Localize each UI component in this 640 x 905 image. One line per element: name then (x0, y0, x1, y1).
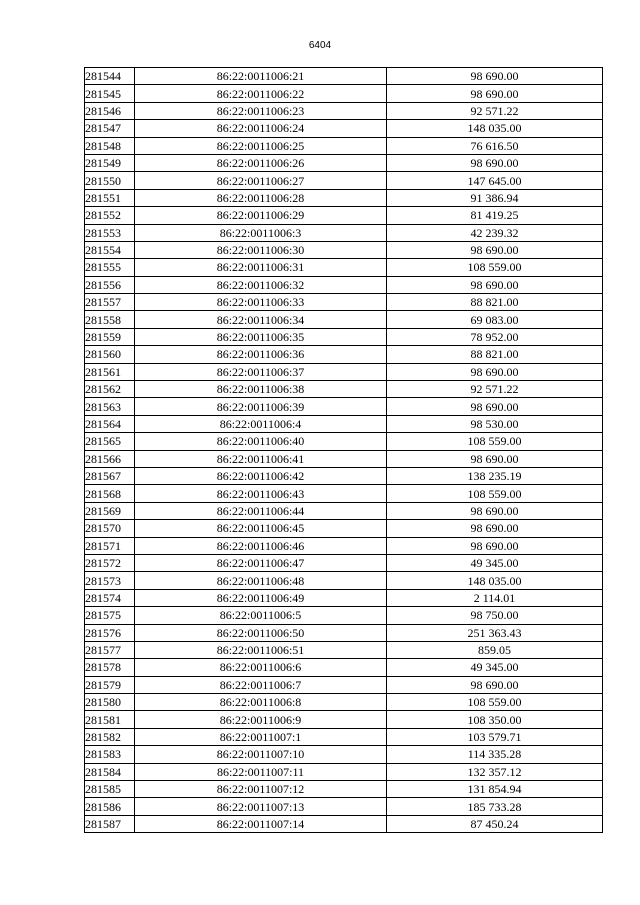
table-row (85, 520, 603, 537)
cadastral-value-cell: 108 559.00 (387, 259, 603, 276)
cadastral-number-cell: 86:22:0011006:49 (135, 589, 387, 606)
row-number-cell: 281570 (85, 520, 135, 537)
table-row (85, 467, 603, 484)
cadastral-number-cell: 86:22:0011006:25 (135, 137, 387, 154)
table-row (85, 624, 603, 641)
table-body (85, 68, 603, 833)
cadastral-number-cell: 86:22:0011006:35 (135, 328, 387, 345)
row-number-cell: 281551 (85, 189, 135, 206)
row-number-cell: 281566 (85, 450, 135, 467)
cadastral-value-cell: 87 450.24 (387, 815, 603, 832)
cadastral-value-cell: 88 821.00 (387, 346, 603, 363)
row-number-cell: 281545 (85, 85, 135, 102)
table-row (85, 276, 603, 293)
cadastral-number-cell: 86:22:0011006:45 (135, 520, 387, 537)
cadastral-value-cell: 98 690.00 (387, 154, 603, 171)
row-number-cell: 281549 (85, 154, 135, 171)
table-row (85, 172, 603, 189)
cadastral-value-cell: 92 571.22 (387, 102, 603, 119)
table-row (85, 189, 603, 206)
cadastral-value-cell: 148 035.00 (387, 120, 603, 137)
cadastral-number-cell: 86:22:0011006:8 (135, 694, 387, 711)
cadastral-number-cell: 86:22:0011006:44 (135, 502, 387, 519)
row-number-cell: 281553 (85, 224, 135, 241)
table-row (85, 415, 603, 432)
row-number-cell: 281582 (85, 728, 135, 745)
cadastral-number-cell: 86:22:0011006:24 (135, 120, 387, 137)
table-row (85, 589, 603, 606)
cadastral-number-cell: 86:22:0011006:32 (135, 276, 387, 293)
cadastral-number-cell: 86:22:0011006:51 (135, 641, 387, 658)
cadastral-value-cell: 859.05 (387, 641, 603, 658)
table-row (85, 641, 603, 658)
row-number-cell: 281579 (85, 676, 135, 693)
cadastral-value-cell: 114 335.28 (387, 746, 603, 763)
table-row (85, 815, 603, 832)
table-row (85, 572, 603, 589)
table-row (85, 728, 603, 745)
cadastral-number-cell: 86:22:0011006:40 (135, 433, 387, 450)
table-row (85, 85, 603, 102)
cadastral-number-cell: 86:22:0011006:4 (135, 415, 387, 432)
row-number-cell: 281552 (85, 207, 135, 224)
cadastral-value-cell: 98 690.00 (387, 363, 603, 380)
row-number-cell: 281569 (85, 502, 135, 519)
cadastral-number-cell: 86:22:0011006:42 (135, 467, 387, 484)
cadastral-number-cell: 86:22:0011006:33 (135, 294, 387, 311)
row-number-cell: 281550 (85, 172, 135, 189)
cadastral-value-cell: 108 559.00 (387, 433, 603, 450)
row-number-cell: 281573 (85, 572, 135, 589)
cadastral-value-cell: 69 083.00 (387, 311, 603, 328)
table-row (85, 241, 603, 258)
cadastral-value-cell: 92 571.22 (387, 381, 603, 398)
row-number-cell: 281557 (85, 294, 135, 311)
cadastral-number-cell: 86:22:0011007:12 (135, 781, 387, 798)
cadastral-value-cell: 108 559.00 (387, 485, 603, 502)
cadastral-value-cell: 88 821.00 (387, 294, 603, 311)
row-number-cell: 281568 (85, 485, 135, 502)
table-row (85, 137, 603, 154)
cadastral-number-cell: 86:22:0011006:21 (135, 68, 387, 85)
row-number-cell: 281554 (85, 241, 135, 258)
table-row (85, 676, 603, 693)
row-number-cell: 281581 (85, 711, 135, 728)
cadastral-number-cell: 86:22:0011006:22 (135, 85, 387, 102)
cadastral-value-cell: 49 345.00 (387, 554, 603, 571)
cadastral-number-cell: 86:22:0011007:14 (135, 815, 387, 832)
row-number-cell: 281555 (85, 259, 135, 276)
cadastral-value-cell: 132 357.12 (387, 763, 603, 780)
table-row (85, 346, 603, 363)
cadastral-value-cell: 91 386.94 (387, 189, 603, 206)
table-row (85, 433, 603, 450)
table-row (85, 311, 603, 328)
cadastral-value-cell: 98 690.00 (387, 85, 603, 102)
cadastral-number-cell: 86:22:0011006:31 (135, 259, 387, 276)
cadastral-value-cell: 138 235.19 (387, 467, 603, 484)
cadastral-value-cell: 98 690.00 (387, 502, 603, 519)
row-number-cell: 281583 (85, 746, 135, 763)
cadastral-value-cell: 103 579.71 (387, 728, 603, 745)
cadastral-value-cell: 42 239.32 (387, 224, 603, 241)
cadastral-value-cell: 148 035.00 (387, 572, 603, 589)
cadastral-value-cell: 78 952.00 (387, 328, 603, 345)
table-row (85, 798, 603, 815)
row-number-cell: 281587 (85, 815, 135, 832)
cadastral-number-cell: 86:22:0011006:48 (135, 572, 387, 589)
row-number-cell: 281580 (85, 694, 135, 711)
cadastral-number-cell: 86:22:0011007:11 (135, 763, 387, 780)
cadastral-value-cell: 98 690.00 (387, 520, 603, 537)
cadastral-value-cell: 98 690.00 (387, 450, 603, 467)
cadastral-value-cell: 98 530.00 (387, 415, 603, 432)
table-row (85, 607, 603, 624)
cadastral-number-cell: 86:22:0011006:39 (135, 398, 387, 415)
cadastral-number-cell: 86:22:0011007:1 (135, 728, 387, 745)
table-row (85, 294, 603, 311)
table-row (85, 694, 603, 711)
row-number-cell: 281585 (85, 781, 135, 798)
row-number-cell: 281572 (85, 554, 135, 571)
cadastral-number-cell: 86:22:0011006:28 (135, 189, 387, 206)
cadastral-value-cell: 98 690.00 (387, 68, 603, 85)
cadastral-value-cell: 251 363.43 (387, 624, 603, 641)
table-row (85, 763, 603, 780)
table-row (85, 363, 603, 380)
row-number-cell: 281576 (85, 624, 135, 641)
cadastral-value-cell: 2 114.01 (387, 589, 603, 606)
table-row (85, 68, 603, 85)
table-row (85, 224, 603, 241)
row-number-cell: 281578 (85, 659, 135, 676)
cadastral-value-cell: 76 616.50 (387, 137, 603, 154)
table-row (85, 659, 603, 676)
cadastral-value-cell: 108 559.00 (387, 694, 603, 711)
cadastral-number-cell: 86:22:0011006:50 (135, 624, 387, 641)
row-number-cell: 281584 (85, 763, 135, 780)
cadastral-value-cell: 98 690.00 (387, 241, 603, 258)
row-number-cell: 281562 (85, 381, 135, 398)
row-number-cell: 281567 (85, 467, 135, 484)
cadastral-number-cell: 86:22:0011006:5 (135, 607, 387, 624)
cadastral-number-cell: 86:22:0011006:47 (135, 554, 387, 571)
cadastral-number-cell: 86:22:0011006:27 (135, 172, 387, 189)
table-row (85, 207, 603, 224)
row-number-cell: 281548 (85, 137, 135, 154)
row-number-cell: 281563 (85, 398, 135, 415)
page-number: 6404 (308, 40, 332, 51)
table-row (85, 537, 603, 554)
row-number-cell: 281575 (85, 607, 135, 624)
row-number-cell: 281564 (85, 415, 135, 432)
table-row (85, 485, 603, 502)
cadastral-value-cell: 147 645.00 (387, 172, 603, 189)
row-number-cell: 281565 (85, 433, 135, 450)
cadastral-number-cell: 86:22:0011006:30 (135, 241, 387, 258)
table-row (85, 120, 603, 137)
row-number-cell: 281571 (85, 537, 135, 554)
cadastral-number-cell: 86:22:0011006:36 (135, 346, 387, 363)
table-row (85, 450, 603, 467)
table-row (85, 711, 603, 728)
row-number-cell: 281556 (85, 276, 135, 293)
cadastral-number-cell: 86:22:0011006:23 (135, 102, 387, 119)
cadastral-number-cell: 86:22:0011006:43 (135, 485, 387, 502)
table-row (85, 554, 603, 571)
cadastral-number-cell: 86:22:0011006:3 (135, 224, 387, 241)
cadastral-number-cell: 86:22:0011006:7 (135, 676, 387, 693)
table-row (85, 398, 603, 415)
cadastral-number-cell: 86:22:0011006:29 (135, 207, 387, 224)
cadastral-number-cell: 86:22:0011006:46 (135, 537, 387, 554)
row-number-cell: 281547 (85, 120, 135, 137)
cadastral-value-cell: 98 690.00 (387, 398, 603, 415)
table-row (85, 381, 603, 398)
row-number-cell: 281560 (85, 346, 135, 363)
row-number-cell: 281577 (85, 641, 135, 658)
cadastral-value-cell: 98 690.00 (387, 676, 603, 693)
cadastral-number-cell: 86:22:0011006:41 (135, 450, 387, 467)
row-number-cell: 281558 (85, 311, 135, 328)
cadastral-value-cell: 98 690.00 (387, 276, 603, 293)
cadastral-number-cell: 86:22:0011006:9 (135, 711, 387, 728)
cadastral-value-cell: 81 419.25 (387, 207, 603, 224)
cadastral-value-cell: 98 750.00 (387, 607, 603, 624)
table-row (85, 328, 603, 345)
table-row (85, 502, 603, 519)
cadastral-number-cell: 86:22:0011006:26 (135, 154, 387, 171)
cadastral-number-cell: 86:22:0011007:10 (135, 746, 387, 763)
cadastral-value-cell: 185 733.28 (387, 798, 603, 815)
cadastral-value-cell: 131 854.94 (387, 781, 603, 798)
table-row (85, 102, 603, 119)
cadastral-number-cell: 86:22:0011006:34 (135, 311, 387, 328)
row-number-cell: 281561 (85, 363, 135, 380)
cadastral-value-cell: 98 690.00 (387, 537, 603, 554)
cadastral-number-cell: 86:22:0011006:37 (135, 363, 387, 380)
row-number-cell: 281546 (85, 102, 135, 119)
cadastral-value-cell: 49 345.00 (387, 659, 603, 676)
cadastral-number-cell: 86:22:0011006:38 (135, 381, 387, 398)
row-number-cell: 281586 (85, 798, 135, 815)
table-row (85, 259, 603, 276)
table-row (85, 746, 603, 763)
row-number-cell: 281574 (85, 589, 135, 606)
table-row (85, 154, 603, 171)
cadastral-number-cell: 86:22:0011007:13 (135, 798, 387, 815)
table-row (85, 781, 603, 798)
row-number-cell: 281544 (85, 68, 135, 85)
cadastral-value-cell: 108 350.00 (387, 711, 603, 728)
cadastral-number-cell: 86:22:0011006:6 (135, 659, 387, 676)
row-number-cell: 281559 (85, 328, 135, 345)
cadastral-value-table (84, 67, 603, 833)
